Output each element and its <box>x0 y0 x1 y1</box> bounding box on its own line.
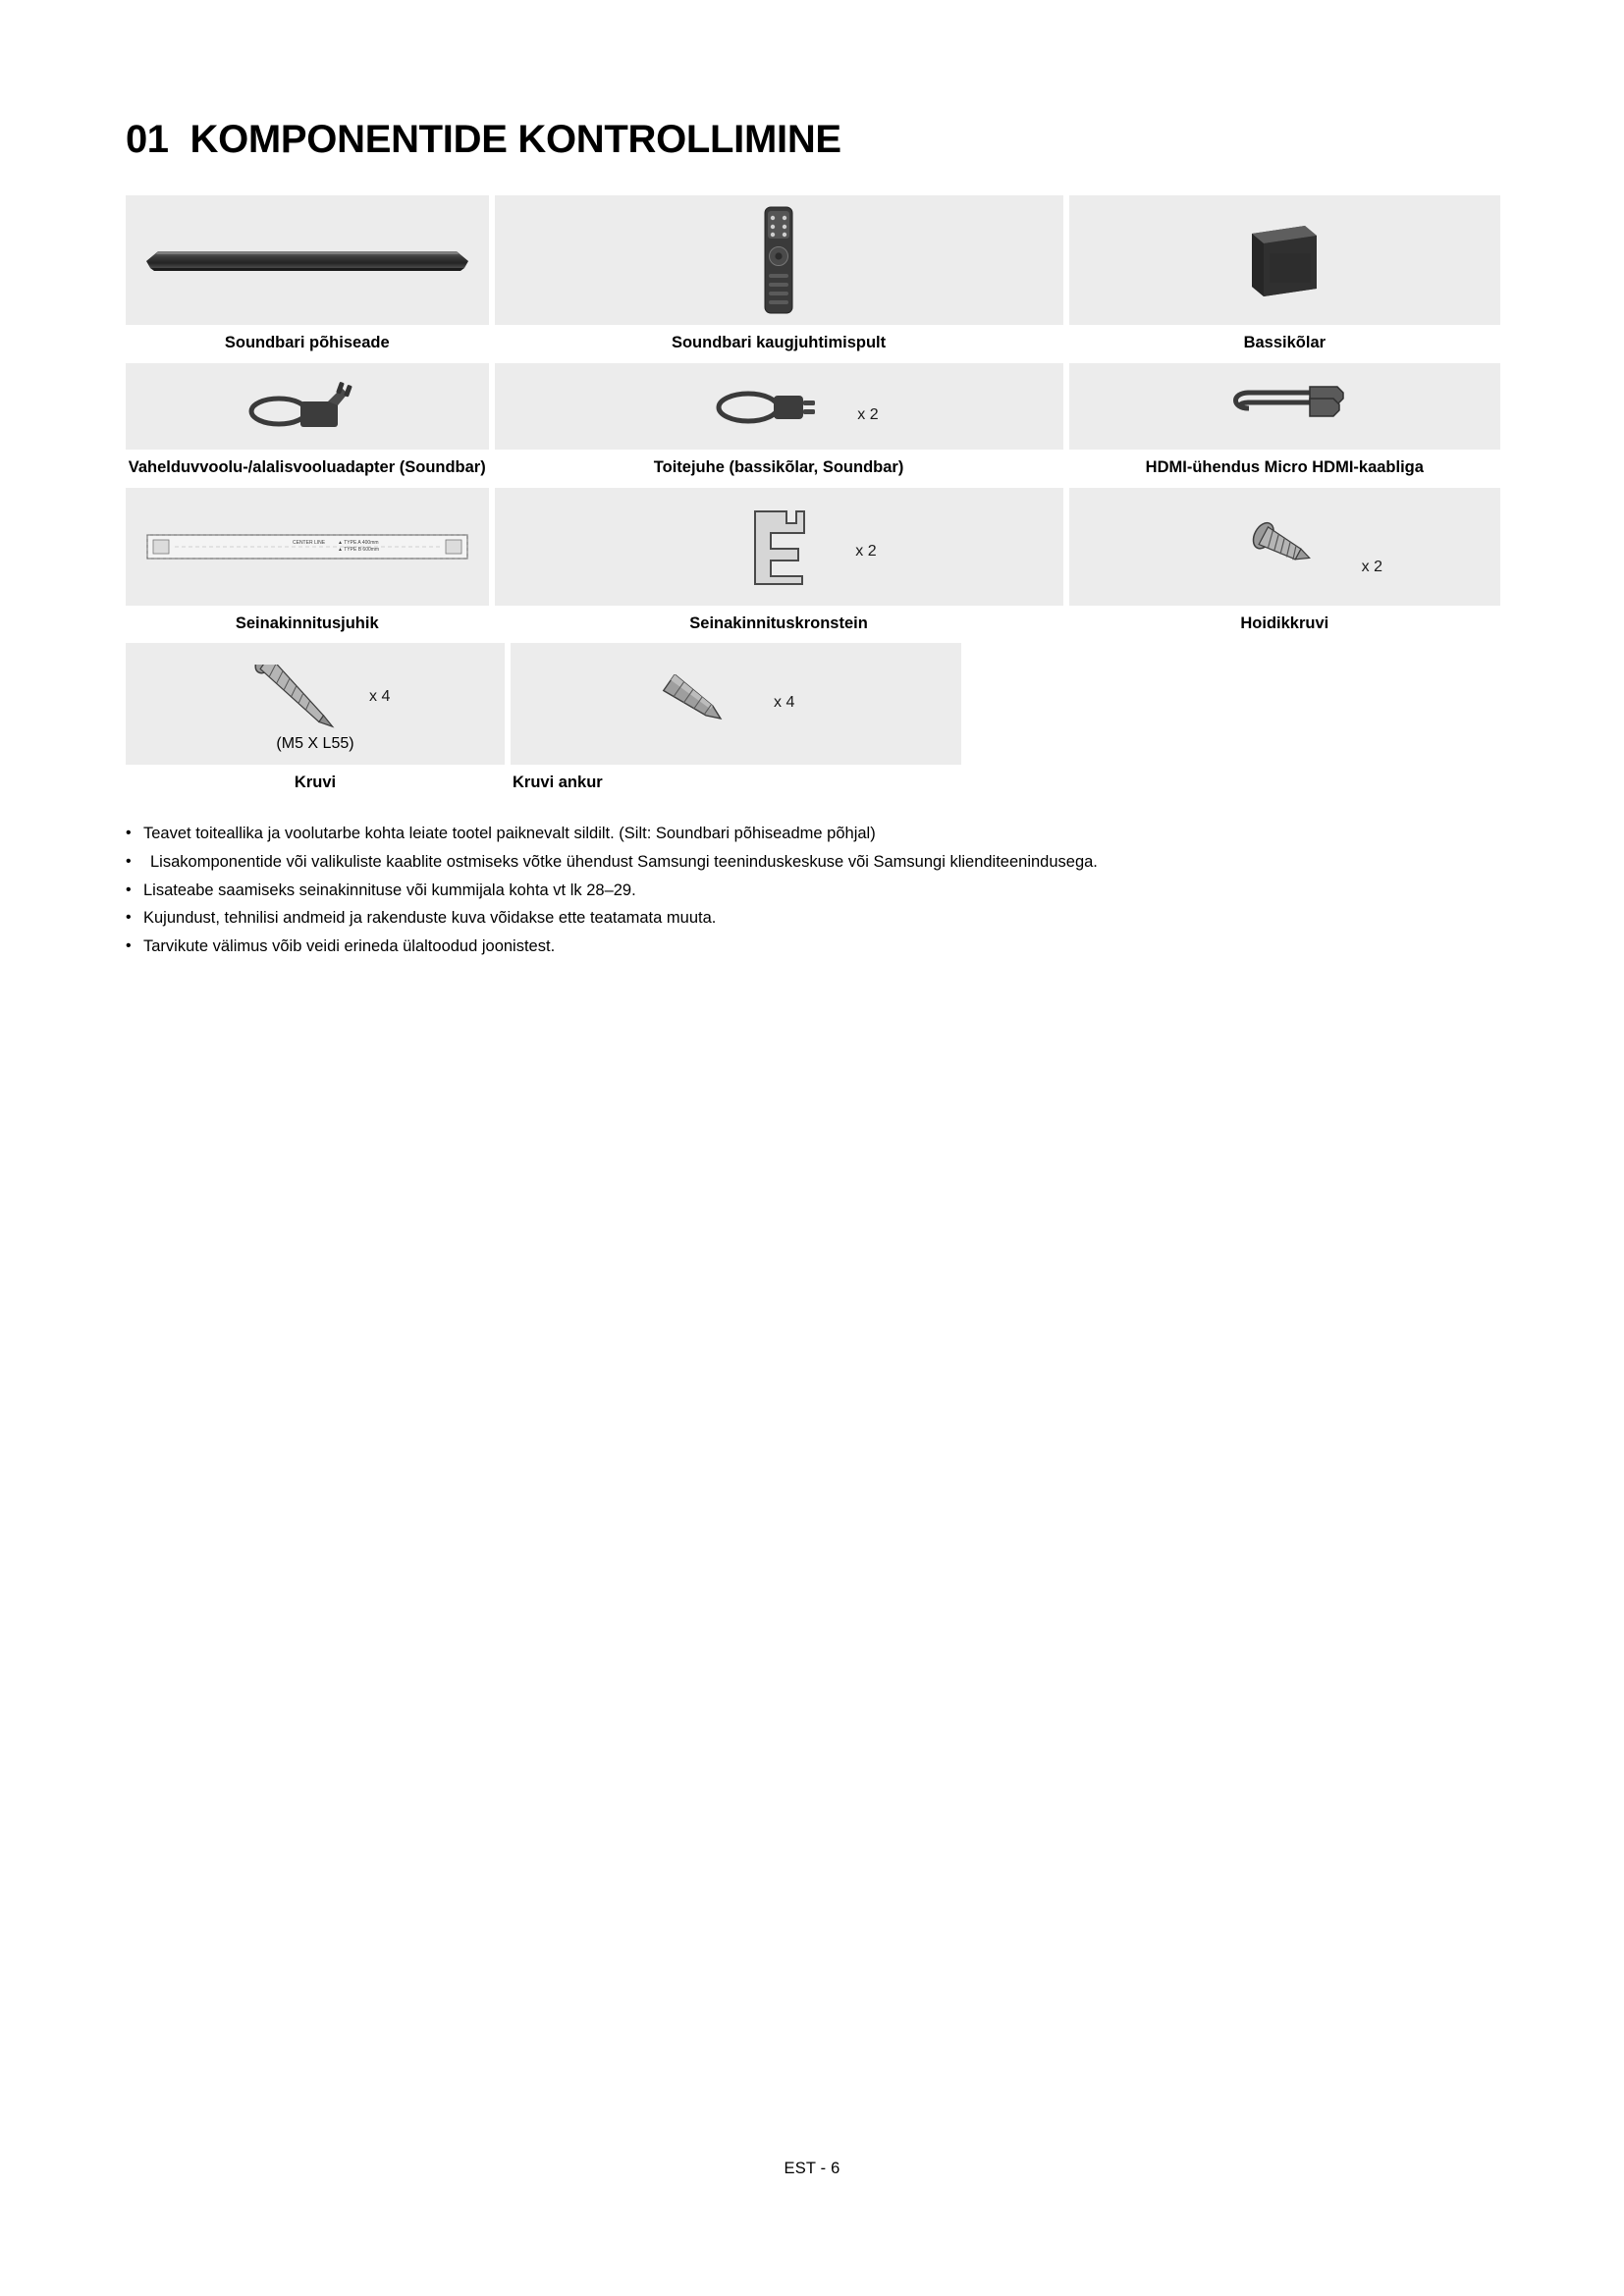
caption-screw: Kruvi <box>294 774 337 792</box>
qty-screw-anchor: x 4 <box>774 694 795 712</box>
subwoofer-icon <box>1244 216 1325 304</box>
component-captions-1 <box>126 334 1500 353</box>
note-item <box>126 934 1500 960</box>
svg-text:CENTER LINE: CENTER LINE <box>292 539 325 546</box>
component-cell-ac-dc-adapter <box>126 363 489 450</box>
caption-soundbar-remote-control: Soundbari kaugjuhtimispult <box>671 334 887 351</box>
soundbar-remote-control-icon <box>757 205 800 315</box>
page-footer: EST - 6 <box>784 2160 840 2177</box>
component-row-3 <box>126 488 1500 606</box>
caption-micro-hdmi-cable: HDMI-ühendus Micro HDMI-kaabliga <box>1145 457 1424 476</box>
bullet-icon: • <box>126 937 132 955</box>
soundbar-main-unit-icon <box>140 236 474 285</box>
power-cord-icon <box>705 376 852 437</box>
component-cell-wall-mount-bracket <box>495 488 1063 606</box>
notes-list <box>126 821 1500 960</box>
component-cell-soundbar-main-unit <box>126 195 489 325</box>
qty-power-cord: x 2 <box>857 405 879 423</box>
screw-anchor-icon <box>652 674 740 733</box>
caption-ac-dc-adapter: Vahelduvvoolu-/alalisvooluadapter (Soundbar) <box>128 457 486 476</box>
caption-screw-anchor: Kruvi ankur <box>513 774 603 792</box>
qty-holder-screw: x 2 <box>1361 558 1382 575</box>
component-cell-screw <box>126 643 505 765</box>
note-text: Lisateabe saamiseks seinakinnituse või kummijala kohta vt lk 28–29. <box>143 881 636 899</box>
screw-icon <box>232 665 350 737</box>
note-text: Tarvikute välimus võib veidi erineda ülaltoodud joonistest. <box>143 937 556 956</box>
note-text: Lisakomponentide või valikuliste kaablite ostmiseks võtke ühendust Samsungi teeninduskeskuse või Samsungi klienditeenindusega. <box>150 852 1098 871</box>
svg-text:▲ TYPE B 600mm: ▲ TYPE B 600mm <box>337 546 379 553</box>
caption-holder-screw: Hoidikkruvi <box>1240 614 1329 632</box>
caption-wall-mount-guide: Seinakinnitusjuhik <box>235 614 379 632</box>
component-captions-4 <box>126 774 1500 793</box>
component-cell-soundbar-remote-control <box>495 195 1063 325</box>
component-cell-holder-screw <box>1069 488 1500 606</box>
section-title: KOMPONENTIDE KONTROLLIMINE <box>189 118 841 161</box>
component-row-2 <box>126 363 1500 450</box>
note-item <box>126 905 1500 932</box>
caption-subwoofer: Bassikõlar <box>1243 334 1326 351</box>
bullet-icon: • <box>126 852 132 870</box>
component-row-4 <box>126 643 1500 765</box>
component-cell-wall-mount-guide <box>126 488 489 606</box>
component-cell-screw-anchor <box>511 643 961 765</box>
note-text: Teavet toiteallika ja voolutarbe kohta leiate tootel paiknevalt sildilt. (Silt: Soundbari põhiseadme põhjal) <box>143 825 876 843</box>
bullet-icon: • <box>126 825 132 842</box>
holder-screw-icon <box>1241 519 1327 574</box>
component-cell-power-cord <box>495 363 1063 450</box>
component-cell-empty <box>967 643 1495 765</box>
qty-wall-mount-bracket: x 2 <box>855 542 877 560</box>
qty-screw: x 4 <box>369 688 391 706</box>
note-text: Kujundust, tehnilisi andmeid ja rakenduste kuva võidakse ette teatamata muuta. <box>143 909 717 928</box>
bullet-icon: • <box>126 881 132 898</box>
component-row-1 <box>126 195 1500 325</box>
component-captions-3 <box>126 614 1500 634</box>
bullet-icon: • <box>126 909 132 927</box>
sublabel-screw: (M5 X L55) <box>276 735 354 753</box>
ac-dc-adapter-icon <box>244 376 371 437</box>
note-item <box>126 821 1500 847</box>
note-item <box>126 878 1500 904</box>
caption-wall-mount-bracket: Seinakinnituskronstein <box>689 614 868 632</box>
note-item <box>126 849 1500 876</box>
component-captions-2 <box>126 458 1500 478</box>
wall-mount-bracket-icon <box>741 506 816 588</box>
wall-mount-guide-icon <box>145 527 469 566</box>
page-title <box>126 118 1500 162</box>
component-cell-micro-hdmi-cable <box>1069 363 1500 450</box>
page-content <box>126 118 1500 962</box>
svg-text:▲ TYPE A 400mm: ▲ TYPE A 400mm <box>337 539 379 546</box>
caption-power-cord: Toitejuhe (bassikõlar, Soundbar) <box>653 457 904 476</box>
caption-soundbar-main-unit: Soundbari põhiseade <box>224 334 390 351</box>
section-number: 01 <box>126 118 169 161</box>
component-cell-subwoofer <box>1069 195 1500 325</box>
micro-hdmi-cable-icon <box>1216 379 1353 434</box>
